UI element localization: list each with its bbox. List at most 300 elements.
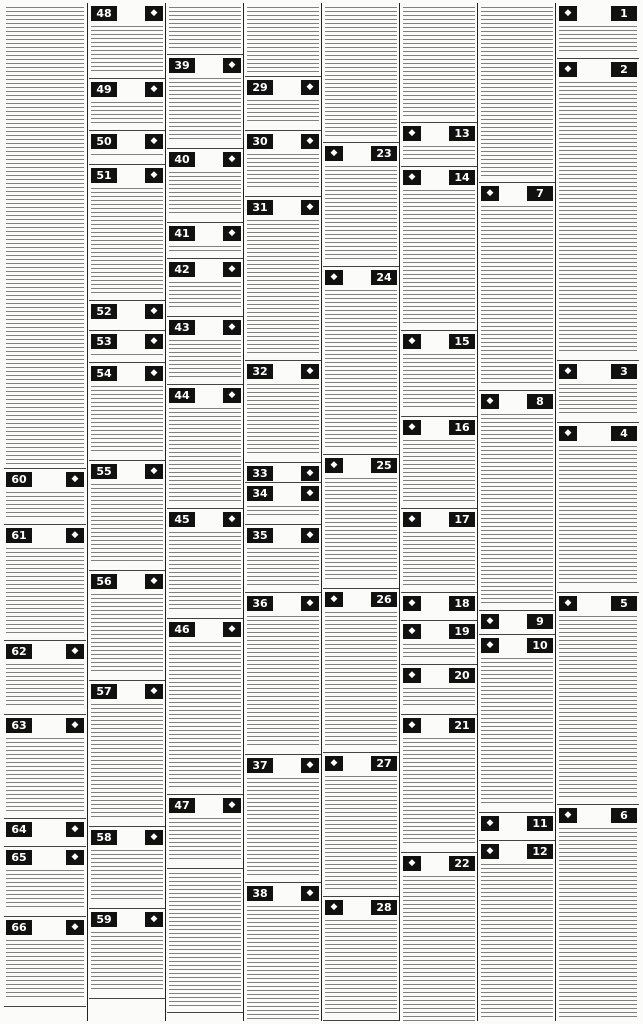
publisher-emblem-icon: ◆ (66, 472, 84, 487)
classified-ad (4, 715, 86, 819)
ad-number-badge: 35 (247, 528, 273, 543)
ad-column-1 (4, 3, 86, 1021)
ad-heading (91, 463, 163, 480)
ad-number-badge: 43 (169, 320, 195, 335)
publisher-emblem-icon: ◆ (559, 364, 577, 379)
publisher-emblem-icon: ◆ (145, 168, 163, 183)
classified-ad (245, 197, 321, 361)
publisher-emblem-icon: ◆ (145, 366, 163, 381)
publisher-emblem-icon: ◆ (301, 134, 319, 149)
publisher-emblem-icon: ◆ (481, 844, 499, 859)
classified-ad (401, 665, 477, 715)
ad-body-text-block (559, 24, 637, 52)
publisher-emblem-icon: ◆ (403, 596, 421, 611)
publisher-emblem-icon: ◆ (223, 58, 241, 73)
ad-body-text-block (169, 816, 241, 862)
classified-ad (323, 897, 399, 1021)
classified-ad (401, 331, 477, 417)
publisher-emblem-icon: ◆ (301, 596, 319, 611)
ad-heading (169, 387, 241, 404)
ad-body-text-block (91, 848, 163, 902)
ad-body-text-block (247, 5, 319, 73)
ad-heading (559, 61, 637, 78)
ad-heading (403, 717, 475, 734)
ad-body-text-block (247, 382, 319, 456)
classified-ad (4, 469, 86, 525)
ad-number-badge: 39 (169, 58, 195, 73)
classified-ad (479, 183, 555, 391)
ad-number-badge: 54 (91, 366, 117, 381)
ad-body-text-block (325, 918, 397, 1014)
classified-ad (89, 3, 165, 79)
ad-heading (91, 333, 163, 350)
ad-heading (91, 303, 163, 320)
publisher-emblem-icon: ◆ (325, 146, 343, 161)
ad-number-badge: 47 (169, 798, 195, 813)
ad-heading (559, 5, 637, 22)
classified-ad (323, 3, 399, 143)
classified-ad (167, 259, 243, 317)
classified-ad (167, 55, 243, 149)
ad-number-badge: 66 (6, 920, 32, 935)
publisher-emblem-icon: ◆ (403, 668, 421, 683)
ad-body-text-block (91, 186, 163, 294)
ad-body-text-block (247, 904, 319, 1020)
classified-ad (323, 455, 399, 589)
publisher-emblem-icon: ◆ (145, 830, 163, 845)
publisher-emblem-icon: ◆ (559, 808, 577, 823)
ad-number-badge: 46 (169, 622, 195, 637)
ad-heading (403, 595, 475, 612)
ad-body-text-block (559, 80, 637, 354)
ad-heading (169, 261, 241, 278)
classified-ad (4, 525, 86, 641)
publisher-emblem-icon: ◆ (403, 512, 421, 527)
ad-heading (91, 911, 163, 928)
ad-number-badge: 19 (449, 624, 475, 639)
ad-number-badge: 31 (247, 200, 273, 215)
publisher-emblem-icon: ◆ (403, 624, 421, 639)
ad-heading (403, 667, 475, 684)
ad-body-text-block (91, 482, 163, 564)
ad-heading (6, 717, 84, 734)
ad-heading (247, 885, 319, 902)
ad-heading (169, 225, 241, 242)
publisher-emblem-icon: ◆ (223, 320, 241, 335)
publisher-emblem-icon: ◆ (403, 170, 421, 185)
ad-heading (403, 623, 475, 640)
publisher-emblem-icon: ◆ (223, 512, 241, 527)
publisher-emblem-icon: ◆ (559, 426, 577, 441)
ad-number-badge: 65 (6, 850, 32, 865)
ad-heading (325, 755, 397, 772)
ad-heading (247, 485, 319, 502)
ad-heading (91, 167, 163, 184)
ad-body-text-block (91, 384, 163, 454)
ad-body-text-block (91, 152, 163, 158)
ad-body-text-block (169, 640, 241, 788)
ad-number-badge: 12 (527, 844, 553, 859)
ad-heading (247, 527, 319, 544)
classified-ad (401, 509, 477, 593)
publisher-emblem-icon: ◆ (145, 134, 163, 149)
classified-ad (479, 813, 555, 841)
ad-heading (559, 425, 637, 442)
publisher-emblem-icon: ◆ (559, 6, 577, 21)
publisher-emblem-icon: ◆ (66, 822, 84, 837)
ad-number-badge: 62 (6, 644, 32, 659)
classified-ad (479, 841, 555, 1021)
publisher-emblem-icon: ◆ (145, 6, 163, 21)
ad-heading (403, 125, 475, 142)
ad-body-text-block (6, 546, 84, 634)
ad-heading (325, 457, 397, 474)
classified-ad (323, 589, 399, 753)
publisher-emblem-icon: ◆ (223, 798, 241, 813)
ad-body-text-block (169, 406, 241, 502)
ad-heading (325, 591, 397, 608)
ad-number-badge: 33 (247, 466, 273, 481)
publisher-emblem-icon: ◆ (403, 718, 421, 733)
classified-ad (245, 131, 321, 197)
classified-ad (89, 131, 165, 165)
classified-ad (89, 461, 165, 571)
publisher-emblem-icon: ◆ (301, 528, 319, 543)
ad-number-badge: 57 (91, 684, 117, 699)
ad-number-badge: 49 (91, 82, 117, 97)
ad-number-badge: 22 (449, 856, 475, 871)
publisher-emblem-icon: ◆ (559, 62, 577, 77)
classified-ad (167, 3, 243, 55)
ad-body-text-block (325, 610, 397, 746)
ad-number-badge: 29 (247, 80, 273, 95)
classified-ad (167, 619, 243, 795)
publisher-emblem-icon: ◆ (145, 574, 163, 589)
publisher-emblem-icon: ◆ (301, 200, 319, 215)
column-separator (165, 3, 166, 1021)
ad-body-text-block (169, 530, 241, 612)
publisher-emblem-icon: ◆ (481, 614, 499, 629)
ad-heading (325, 269, 397, 286)
ad-column-8 (557, 3, 639, 1021)
ad-body-text-block (481, 862, 553, 1018)
ad-body-text-block (403, 352, 475, 410)
ad-heading (403, 169, 475, 186)
ad-body-text-block (6, 490, 84, 518)
classified-ad (557, 423, 639, 593)
ad-heading (169, 57, 241, 74)
publisher-emblem-icon: ◆ (223, 622, 241, 637)
ad-number-badge: 63 (6, 718, 32, 733)
ad-number-badge: 10 (527, 638, 553, 653)
classified-ad (245, 525, 321, 593)
ad-heading (559, 363, 637, 380)
publisher-emblem-icon: ◆ (66, 850, 84, 865)
ad-column-5 (323, 3, 399, 1021)
ad-heading (91, 133, 163, 150)
ad-number-badge: 28 (371, 900, 397, 915)
column-separator (555, 3, 556, 1021)
ad-body-text-block (481, 656, 553, 806)
column-separator (477, 3, 478, 1021)
ad-column-7 (479, 3, 555, 1021)
ad-number-badge: 59 (91, 912, 117, 927)
classified-ad (401, 621, 477, 665)
ad-heading (91, 683, 163, 700)
ad-body-text-block (481, 412, 553, 604)
ad-number-badge: 48 (91, 6, 117, 21)
ad-body-text-block (481, 204, 553, 384)
ad-number-badge: 36 (247, 596, 273, 611)
ad-body-text-block (91, 592, 163, 674)
ad-heading (325, 145, 397, 162)
classified-ad (479, 3, 555, 183)
classified-ad (4, 641, 86, 715)
publisher-emblem-icon: ◆ (301, 80, 319, 95)
ad-number-badge: 51 (91, 168, 117, 183)
ad-number-badge: 23 (371, 146, 397, 161)
ad-heading (481, 393, 553, 410)
publisher-emblem-icon: ◆ (403, 126, 421, 141)
classified-ad (89, 165, 165, 301)
classified-ad (4, 3, 86, 469)
classified-ad (401, 167, 477, 331)
ad-body-text-block (6, 5, 84, 465)
ad-heading (169, 319, 241, 336)
ad-body-text-block (169, 170, 241, 216)
classified-ad (245, 463, 321, 483)
ad-number-badge: 61 (6, 528, 32, 543)
ad-body-text-block (247, 98, 319, 124)
classified-ad (245, 755, 321, 883)
classified-ad (557, 361, 639, 423)
classified-ad (401, 593, 477, 621)
ad-body-text-block (403, 438, 475, 502)
ad-body-text-block (403, 736, 475, 846)
ad-body-text-block (559, 382, 637, 416)
ad-heading (91, 365, 163, 382)
ad-body-text-block (91, 100, 163, 124)
publisher-emblem-icon: ◆ (145, 334, 163, 349)
ad-heading (403, 511, 475, 528)
classified-ad (167, 223, 243, 259)
ad-body-text-block (91, 930, 163, 992)
publisher-emblem-icon: ◆ (325, 592, 343, 607)
publisher-emblem-icon: ◆ (325, 756, 343, 771)
ad-body-text-block (559, 614, 637, 798)
classified-ad (89, 827, 165, 909)
publisher-emblem-icon: ◆ (223, 226, 241, 241)
classified-ad (167, 509, 243, 619)
publisher-emblem-icon: ◆ (66, 718, 84, 733)
ad-number-badge: 64 (6, 822, 32, 837)
ad-heading (247, 595, 319, 612)
ad-number-badge: 26 (371, 592, 397, 607)
ad-body-text-block (403, 874, 475, 1021)
ad-heading (6, 849, 84, 866)
ad-heading (169, 797, 241, 814)
ad-number-badge: 56 (91, 574, 117, 589)
ad-column-4 (245, 3, 321, 1021)
publisher-emblem-icon: ◆ (403, 334, 421, 349)
ad-body-text-block (403, 144, 475, 160)
ad-body-text-block (559, 826, 637, 1018)
publisher-emblem-icon: ◆ (145, 304, 163, 319)
ad-number-badge: 37 (247, 758, 273, 773)
ad-heading (169, 621, 241, 638)
publisher-emblem-icon: ◆ (223, 152, 241, 167)
ad-number-badge: 25 (371, 458, 397, 473)
ad-number-badge: 45 (169, 512, 195, 527)
ad-number-badge: 50 (91, 134, 117, 149)
ad-body-text-block (169, 871, 241, 1009)
ad-number-badge: 34 (247, 486, 273, 501)
ad-heading (247, 465, 319, 482)
ad-heading (481, 843, 553, 860)
ad-body-text-block (559, 444, 637, 586)
ad-number-badge: 20 (449, 668, 475, 683)
ad-body-text-block (403, 530, 475, 586)
classified-ad (4, 847, 86, 917)
classified-ad (89, 363, 165, 461)
publisher-emblem-icon: ◆ (223, 388, 241, 403)
ad-number-badge: 6 (611, 808, 637, 823)
classified-ad (557, 593, 639, 805)
ad-heading (6, 527, 84, 544)
ad-number-badge: 30 (247, 134, 273, 149)
ad-body-text-block (6, 662, 84, 708)
publisher-emblem-icon: ◆ (481, 394, 499, 409)
ad-body-text-block (91, 322, 163, 324)
publisher-emblem-icon: ◆ (325, 270, 343, 285)
classified-ad (4, 819, 86, 847)
publisher-emblem-icon: ◆ (301, 486, 319, 501)
ad-body-text-block (6, 736, 84, 812)
ad-number-badge: 55 (91, 464, 117, 479)
publisher-emblem-icon: ◆ (481, 816, 499, 831)
ad-number-badge: 3 (611, 364, 637, 379)
ad-heading (481, 815, 553, 832)
column-separator (243, 3, 244, 1021)
ad-number-badge: 38 (247, 886, 273, 901)
ad-number-badge: 8 (527, 394, 553, 409)
ad-body-text-block (403, 642, 475, 658)
publisher-emblem-icon: ◆ (301, 758, 319, 773)
classified-ad (401, 3, 477, 123)
ad-body-text-block (6, 938, 84, 1000)
column-separator (399, 3, 400, 1021)
classified-ad (89, 331, 165, 363)
classified-ad (245, 3, 321, 77)
classified-ad (479, 635, 555, 813)
ad-body-text-block (403, 188, 475, 324)
ad-number-badge: 32 (247, 364, 273, 379)
column-separator (321, 3, 322, 1021)
ad-heading (247, 757, 319, 774)
ad-body-text-block (325, 774, 397, 890)
classified-ad (167, 869, 243, 1013)
ad-heading (91, 573, 163, 590)
classified-ad (557, 59, 639, 361)
ad-heading (247, 79, 319, 96)
ad-body-text-block (169, 280, 241, 310)
ad-heading (6, 821, 84, 838)
ad-number-badge: 27 (371, 756, 397, 771)
ad-heading (481, 185, 553, 202)
ad-number-badge: 1 (611, 6, 637, 21)
classified-ad (401, 853, 477, 1021)
classified-ad (89, 571, 165, 681)
ad-body-text-block (325, 5, 397, 139)
ad-number-badge: 14 (449, 170, 475, 185)
ad-number-badge: 53 (91, 334, 117, 349)
ad-body-text-block (6, 868, 84, 910)
classified-ad (479, 391, 555, 611)
classified-ad (323, 267, 399, 455)
publisher-emblem-icon: ◆ (301, 466, 319, 481)
ad-number-badge: 4 (611, 426, 637, 441)
ad-number-badge: 5 (611, 596, 637, 611)
ad-number-badge: 18 (449, 596, 475, 611)
publisher-emblem-icon: ◆ (145, 684, 163, 699)
ad-number-badge: 52 (91, 304, 117, 319)
ad-heading (91, 5, 163, 22)
ad-number-badge: 40 (169, 152, 195, 167)
ad-body-text-block (325, 288, 397, 448)
ad-body-text-block (169, 244, 241, 252)
classified-ad (89, 301, 165, 331)
ad-heading (481, 613, 553, 630)
ad-body-text-block (403, 686, 475, 708)
ad-body-text-block (91, 702, 163, 820)
ad-number-badge: 16 (449, 420, 475, 435)
ad-number-badge: 42 (169, 262, 195, 277)
classified-ad (167, 795, 243, 869)
ad-body-text-block (403, 5, 475, 119)
ad-body-text-block (325, 476, 397, 582)
publisher-emblem-icon: ◆ (325, 900, 343, 915)
ad-heading (247, 199, 319, 216)
ad-heading (403, 333, 475, 350)
publisher-emblem-icon: ◆ (559, 596, 577, 611)
publisher-emblem-icon: ◆ (301, 886, 319, 901)
classified-ad (245, 77, 321, 131)
ad-number-badge: 60 (6, 472, 32, 487)
ad-body-text-block (169, 338, 241, 378)
ad-heading (403, 419, 475, 436)
classified-ad (245, 593, 321, 755)
ad-heading (325, 899, 397, 916)
ad-number-badge: 15 (449, 334, 475, 349)
ad-number-badge: 7 (527, 186, 553, 201)
ad-heading (403, 855, 475, 872)
ad-body-text-block (247, 504, 319, 518)
ad-heading (481, 637, 553, 654)
publisher-emblem-icon: ◆ (145, 464, 163, 479)
ad-number-badge: 2 (611, 62, 637, 77)
publisher-emblem-icon: ◆ (325, 458, 343, 473)
classified-ad (167, 317, 243, 385)
ad-body-text-block (247, 546, 319, 586)
column-separator (87, 3, 88, 1021)
publisher-emblem-icon: ◆ (66, 920, 84, 935)
ad-heading (169, 151, 241, 168)
publisher-emblem-icon: ◆ (481, 186, 499, 201)
ad-number-badge: 44 (169, 388, 195, 403)
ad-heading (91, 829, 163, 846)
classified-ad (323, 753, 399, 897)
ad-number-badge: 17 (449, 512, 475, 527)
